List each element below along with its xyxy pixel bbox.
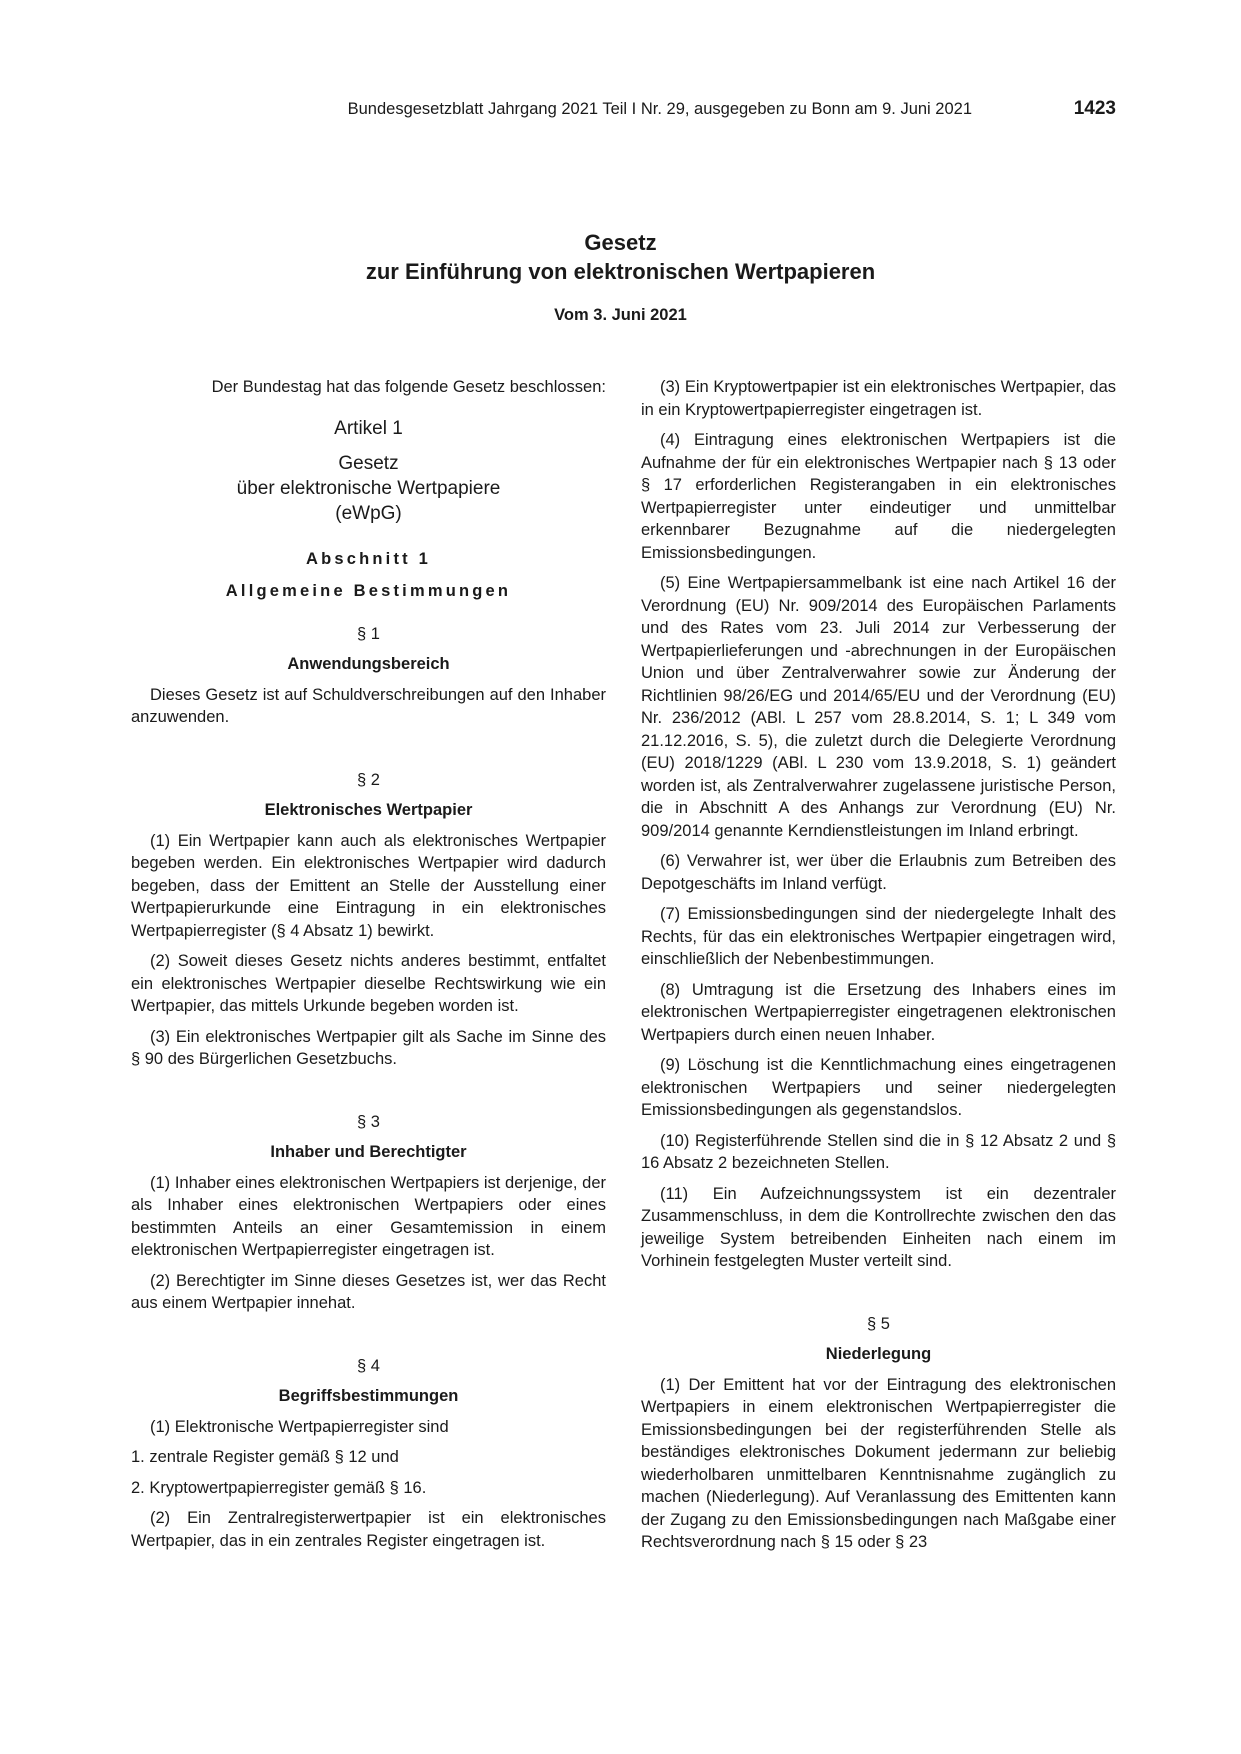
article-heading: Artikel 1 (334, 417, 403, 439)
enactment-clause: Der Bundestag hat das folgende Gesetz beschlossen: (211, 378, 606, 396)
paragraph-4-subsection-4: (4) Eintragung eines elektronischen Wertpapiers ist die Aufnahme der für ein elektronisches Wertpapier nach § 13 oder § 17 erforderlichen Registerangaben in ein elektronisches Wertpapierregister unter eindeutiger und unmittelbar erkennbarer Bezugnahme auf die niedergelegten Emissionsbedingungen. (641, 431, 1116, 562)
law-title (131, 451, 606, 526)
paragraph-5-heading: Niederlegung (825, 1345, 932, 1363)
title-line-1: Gesetz (584, 230, 657, 255)
document-date: Vom 3. Juni 2021 (554, 306, 687, 324)
paragraph-4-list-item-2: 2. Kryptowertpapierregister gemäß § 16. (131, 1478, 427, 1497)
paragraph-4-subsection-8: (8) Umtragung ist die Ersetzung des Inhabers eines im elektronischen Wertpapierregister eingetragenen elektronischen Wertpapiers durch einen neuen Inhaber. (641, 980, 1116, 1044)
paragraph-4-subsection-5: (5) Eine Wertpapiersammelbank ist eine nach Artikel 16 der Verordnung (EU) Nr. 909/2014 des Europäischen Parlaments und des Rates vom 23. Juli 2014 zur Verbesserung der Wertpapierlieferungen und -abrechnungen in der Europäischen Union und über Zentralverwahrer sowie zur Änderung der Richtlinien 98/26/EG und 2014/65/EU und der Verordnung (EU) Nr. 236/2012 (ABl. L 257 vom 28.8.2014, S. 1; L 349 vom 21.12.2016, S. 5), die zuletzt durch die Delegierte Verordnung (EU) 2018/1229 (ABl. L 230 vom 13.9.2018, S. 1) geändert worden ist, als Zentralverwahrer zugelassene juristische Person, die in Abschnitt A des Anhangs zur Verordnung (EU) Nr. 909/2014 genannte Kerndienstleistungen im Inland erbringt. (641, 574, 1116, 840)
paragraph-2-subsection-2: (2) Soweit dieses Gesetz nichts anderes bestimmt, entfaltet ein elektronisches Wertpapier dieselbe Rechtswirkung wie ein Wertpapier, das mittels Urkunde begeben worden ist. (131, 952, 606, 1015)
paragraph-3-subsection-1: (1) Inhaber eines elektronischen Wertpapiers ist derjenige, der als Inhaber eines elektronischen Wertpapiers oder eines bestimmten Anteils an einer Gesamtemission in einem elektronischen Wertpapierregister eingetragen ist. (131, 1173, 606, 1259)
section-title: Allgemeine Bestimmungen (225, 582, 512, 600)
paragraph-3-subsection-2: (2) Berechtigter im Sinne dieses Gesetzes ist, wer das Recht aus einem Wertpapier innehat. (131, 1271, 606, 1312)
page-number: 1423 (1073, 98, 1116, 119)
law-title-line-2: über elektronische Wertpapiere (236, 477, 501, 499)
paragraph-5-symbol: § 5 (867, 1314, 890, 1333)
paragraph-4-subsection-1: (1) Elektronische Wertpapierregister sind (150, 1417, 449, 1436)
paragraph-2-heading: Elektronisches Wertpapier (264, 801, 473, 819)
paragraph-1-heading: Anwendungsbereich (287, 655, 450, 673)
paragraph-2-subsection-1: (1) Ein Wertpapier kann auch als elektronisches Wertpapier begeben werden. Ein elektronisches Wertpapier wird dadurch begeben, dass der Emittent an Stelle der Ausstellung einer Wertpapierurkunde eine Eintragung in ein elektronisches Wertpapierregister (§ 4 Absatz 1) bewirkt. (131, 831, 606, 940)
paragraph-4-subsection-7: (7) Emissionsbedingungen sind der niedergelegte Inhalt des Rechts, für das ein elektronisches Wertpapier eingetragen wird, einschließlich der Nebenbestimmungen. (641, 905, 1116, 968)
title-line-2: zur Einführung von elektronischen Wertpapieren (365, 259, 876, 284)
paragraph-4-subsection-3: (3) Ein Kryptowertpapier ist ein elektronisches Wertpapier, das in ein Kryptowertpapierregister eingetragen ist. (641, 378, 1116, 419)
paragraph-5-subsection-1: (1) Der Emittent hat vor der Eintragung des elektronischen Wertpapiers in einem elektronischen Wertpapierregister die Emissionsbedingungen bei der registerführenden Stelle als beständiges elektronisches Dokument jedermann zur beliebig wiederholbaren unmittelbaren Kenntnisnahme zugänglich zu machen (Niederlegung). Auf Veranlassung des Emittenten kann der Zugang zu den Emissionsbedingungen nach Maßgabe einer Rechtsverordnung nach § 15 oder § 23 (641, 1375, 1116, 1551)
paragraph-4-subsection-6: (6) Verwahrer ist, wer über die Erlaubnis zum Betreiben des Depotgeschäfts im Inland verfügt. (641, 852, 1116, 893)
law-title-line-3: (eWpG) (335, 502, 402, 524)
paragraph-3-symbol: § 3 (357, 1112, 380, 1131)
paragraph-1-symbol: § 1 (357, 624, 380, 643)
paragraph-4-subsection-10: (10) Registerführende Stellen sind die in § 12 Absatz 2 und § 16 Absatz 2 bezeichneten Stellen. (641, 1131, 1116, 1172)
paragraph-4-symbol: § 4 (357, 1356, 380, 1375)
paragraph-2-subsection-3: (3) Ein elektronisches Wertpapier gilt als Sache im Sinne des § 90 des Bürgerlichen Gesetzbuchs. (131, 1027, 606, 1068)
document-title (0, 228, 1241, 286)
law-title-line-1: Gesetz (338, 452, 399, 474)
paragraph-2-symbol: § 2 (357, 770, 380, 789)
left-column (131, 376, 606, 1560)
section-heading: Abschnitt 1 (305, 549, 432, 568)
paragraph-3-heading: Inhaber und Berechtigter (270, 1143, 467, 1161)
page-header (0, 100, 1116, 126)
running-header: Bundesgesetzblatt Jahrgang 2021 Teil I Nr. 29, ausgegeben zu Bonn am 9. Juni 2021 (347, 100, 972, 118)
paragraph-4-list-item-1: 1. zentrale Register gemäß § 12 und (131, 1448, 399, 1466)
paragraph-4-heading: Begriffsbestimmungen (278, 1387, 459, 1405)
paragraph-1-text: Dieses Gesetz ist auf Schuldverschreibungen auf den Inhaber anzuwenden. (131, 685, 606, 726)
right-column (641, 376, 1116, 1562)
paragraph-4-subsection-9: (9) Löschung ist die Kenntlichmachung eines eingetragenen elektronischen Wertpapiers und seiner niedergelegten Emissionsbedingungen als gegenstandslos. (641, 1056, 1116, 1119)
paragraph-4-subsection-11: (11) Ein Aufzeichnungssystem ist ein dezentraler Zusammenschluss, in dem die Kontrollrechte zwischen den das jeweilige System betreibenden Einheiten nach einem im Vorhinein festgelegten Muster verteilt sind. (641, 1184, 1116, 1270)
paragraph-4-subsection-2: (2) Ein Zentralregisterwertpapier ist ein elektronisches Wertpapier, das in ein zentrales Register eingetragen ist. (131, 1509, 606, 1550)
